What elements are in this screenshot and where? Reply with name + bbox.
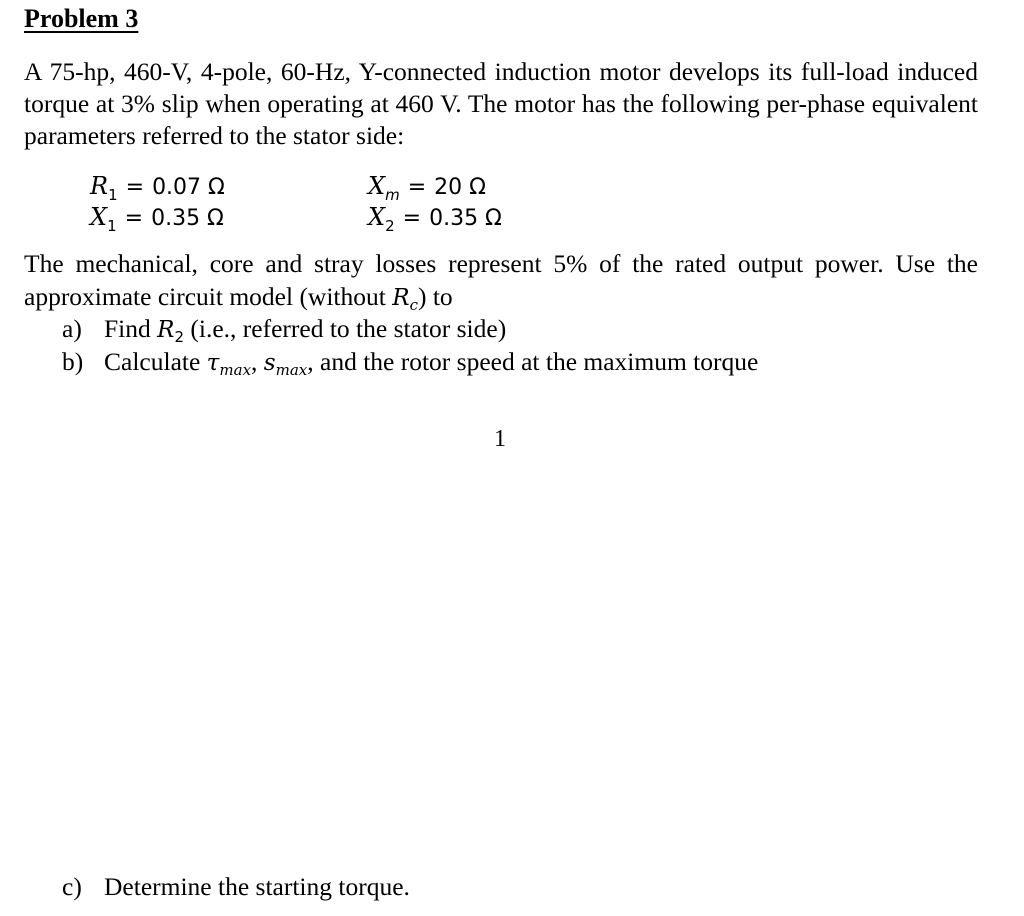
param-x2 (368, 203, 502, 235)
question-b-after: and the rotor speed at the maximum torque (320, 347, 759, 376)
question-b (62, 347, 758, 377)
param-x2-eq: = (402, 206, 422, 231)
tau-sub: max (219, 361, 252, 379)
losses-text: The mechanical, core and stray losses represent 5% of the rated output power. Use the approximate circuit model (without (24, 249, 978, 311)
tau-symbol: τ (206, 350, 220, 376)
question-a-after: (i.e., referred to the stator side) (190, 314, 507, 343)
param-x2-symbol: X (368, 203, 386, 231)
param-x1-sub: 1 (107, 217, 117, 235)
problem-title: Problem 3 (24, 4, 139, 33)
param-r1-value: 0.07 Ω (152, 175, 225, 200)
question-b-before: Calculate (104, 347, 201, 376)
rc-symbol: R (392, 285, 410, 311)
comma-1: , (251, 347, 258, 376)
question-a-marker: a) (62, 314, 82, 343)
param-xm-sub: m (385, 186, 400, 204)
param-r1 (90, 172, 225, 204)
rc-sub: c (409, 296, 418, 314)
param-xm (368, 172, 486, 204)
param-x1-symbol: X (90, 203, 108, 231)
r2-symbol: R (157, 317, 175, 343)
param-x1-eq: = (124, 206, 144, 231)
s-sub: max (275, 361, 308, 379)
param-r1-eq: = (125, 175, 145, 200)
param-x1 (90, 203, 224, 235)
param-xm-eq: = (407, 175, 427, 200)
param-r1-symbol: R (90, 172, 109, 200)
param-r1-sub: 1 (108, 186, 118, 204)
param-xm-value: 20 Ω (434, 175, 486, 200)
losses-paragraph (24, 247, 978, 317)
question-a (62, 314, 506, 344)
param-x2-value: 0.35 Ω (429, 206, 502, 231)
param-x1-value: 0.35 Ω (151, 206, 224, 231)
comma-2: , (307, 347, 314, 376)
question-c-marker: c) (62, 872, 82, 901)
param-x2-sub: 2 (385, 217, 395, 235)
question-c (62, 872, 410, 902)
page-number: 1 (494, 426, 506, 452)
param-xm-symbol: X (368, 172, 386, 200)
problem-intro: A 75-hp, 460-V, 4-pole, 60-Hz, Y-connected induction motor develops its full-load induced torque at 3% slip when operating at 460 V. The motor has the following per-phase equivalent parameters referred to the stator side: (24, 57, 978, 150)
losses-tail: ) to (417, 282, 453, 311)
question-b-marker: b) (62, 347, 84, 376)
s-symbol: s (263, 350, 276, 376)
question-a-before: Find (104, 314, 151, 343)
question-c-text: Determine the starting torque. (104, 872, 410, 901)
r2-sub: 2 (174, 328, 185, 346)
